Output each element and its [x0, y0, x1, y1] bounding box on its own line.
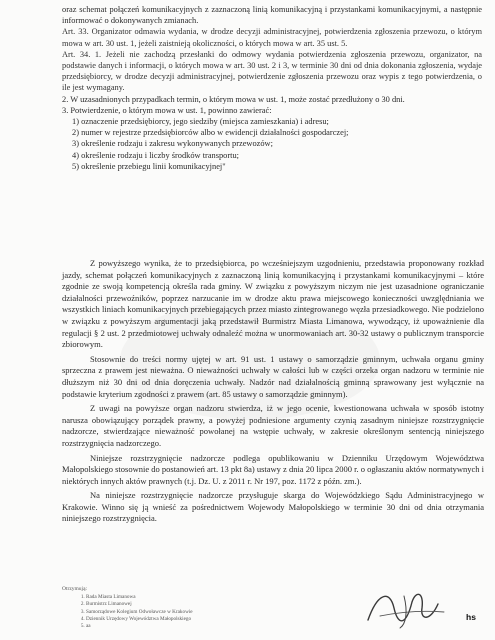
recipient: 3. Samorządowe Kolegium Odwoławcze w Krakowie — [86, 609, 262, 616]
quoted-line: oraz schemat połączeń komunikacyjnych z zaznaczoną linią komunikacyjną i przystankami komunikacyjnymi, a następnie informować o dokonywanych zmianach. — [62, 5, 482, 26]
handwritten-signature — [360, 582, 450, 632]
recipient: 1. Rada Miasta Limanowa — [86, 594, 262, 601]
recipient: 5. aa — [86, 623, 262, 630]
article-33: Art. 33. Organizator odmawia wydania, w drodze decyzji administracyjnej, potwierdzenia zgłoszenia przewozu, o którym mowa w art. 30 ust. 1, jeżeli zaistnieją okoliczności, o których mowa w art. 35 ust. 5. — [62, 27, 482, 48]
paragraph: Niniejsze rozstrzygnięcie nadzorcze podlega opublikowaniu w Dzienniku Urzędowym Województwa Małopolskiego stosownie do postanowień art. 13 pkt 8a) ustawy z dnia 20 lipca 2000 r. o ogłaszaniu aktów normatywnych i niektórych innych aktów prawnych (t.j. Dz. U. z 2011 r. Nr 197, poz. 1172 z późn. zm.). — [62, 452, 484, 486]
corner-mark: hs — [466, 612, 476, 622]
article-34-p2: 2. W uzasadnionych przypadkach termin, o którym mowa w ust. 1, może zostać przedłużony o 30 dni. — [62, 94, 405, 104]
paragraph: Z powyższego wynika, że to przedsiębiorca, po wcześniejszym uzgodnieniu, przedstawia proponowany rozkład jazdy, schemat połączeń komunikacyjnych z zaznaczoną linią komunikacyjną i przystankami komunikacyjnymi – które zgodnie ze swoją kompetencją określa rada gminy. W związku z powyższym niczym nie jest uzasadnione ograniczanie działalności przewoźników, poprzez narzucanie im w drodze aktu prawa miejscowego konieczności uwzględniania we wszystkich liniach komunikacyjnych przebiegających przez miasto zintegrowanego węzła przesiadkowego. Nie podzielono w związku z powyższym argumentacji jaką przedstawił Burmistrz Miasta Limanowa, wywodzący, iż upoważnienie dla regulacji § 2 ust. 2 przedmiotowej uchwały odnaleźć można w unormowaniach art. 30-32 ustawy o publicznym transporcie zbiorowym. — [62, 258, 484, 350]
article-34-list — [62, 116, 482, 172]
paragraph: Stosownie do treści normy ujętej w art. 91 ust. 1 ustawy o samorządzie gminnym, uchwała organu gminy sprzeczna z prawem jest nieważna. O nieważności uchwały w całości lub w części orzeka organ nadzoru w terminie nie dłuższym niż 30 dni od dnia doręczenia uchwały. Nadzór nad działalnością gminną sprawowany jest wyłącznie na podstawie kryterium zgodności z prawem (art. 85 ustawy o samorządzie gminnym). — [62, 353, 484, 399]
quoted-statute — [62, 4, 482, 172]
recipients-items — [62, 594, 262, 630]
paragraph: Na niniejsze rozstrzygnięcie nadzorcze przysługuje skarga do Wojewódzkiego Sądu Administracyjnego w Krakowie. Winno się ją wnieść za pośrednictwem Wojewody Małopolskiego w terminie 30 dni od dnia otrzymania niniejszego rozstrzygnięcia. — [62, 490, 484, 524]
article-34-p3: 3. Potwierdzenie, o którym mowa w ust. 1, powinno zawierać: — [62, 105, 272, 115]
list-item: 2) numer w rejestrze przedsiębiorców albo w ewidencji działalności gospodarczej; — [72, 128, 349, 138]
list-item: 4) określenie rodzaju i liczby środków transportu; — [72, 150, 239, 160]
recipient: 4. Dziennik Urzędowy Województwa Małopolskiego — [86, 616, 262, 623]
list-item: 5) określenie przebiegu linii komunikacyjnej" — [72, 161, 226, 171]
recipients-list — [62, 586, 262, 630]
list-item: 1) oznaczenie przedsiębiorcy, jego siedziby (miejsca zamieszkania) i adresu; — [72, 117, 329, 127]
recipient: 2. Burmistrz Limanowej — [86, 601, 262, 608]
justification-body — [62, 258, 484, 528]
recipients-heading: Otrzymują: — [62, 586, 88, 592]
paragraph: Z uwagi na powyższe organ nadzoru stwierdza, iż w jego ocenie, kwestionowana uchwała w sposób istotny narusza obowiązujący porządek prawny, a powyżej podniesione argumenty czynią zasadnym niniejsze rozstrzygnięcie nadzorcze, stwierdzające nieważność powołanej na wstępie uchwały, w zakresie określonym sentencją niniejszego rozstrzygnięcia nadzorczego. — [62, 403, 484, 448]
article-34-p1: Art. 34. 1. Jeżeli nie zachodzą przesłanki do odmowy wydania potwierdzenia zgłoszenia przewozu, organizator, na podstawie danych i informacji, o których mowa w art. 30 ust. 2 i 3, w terminie 30 dni od dnia dokonania zgłoszenia, wydaje przedsiębiorcy, w drodze decyzji administracyjnej, potwierdzenie zgłoszenia przewozu oraz wypis z tego potwierdzenia, o ile jest wymagany. — [62, 49, 482, 93]
list-item: 3) określenie rodzaju i zakresu wykonywanych przewozów; — [72, 139, 273, 149]
